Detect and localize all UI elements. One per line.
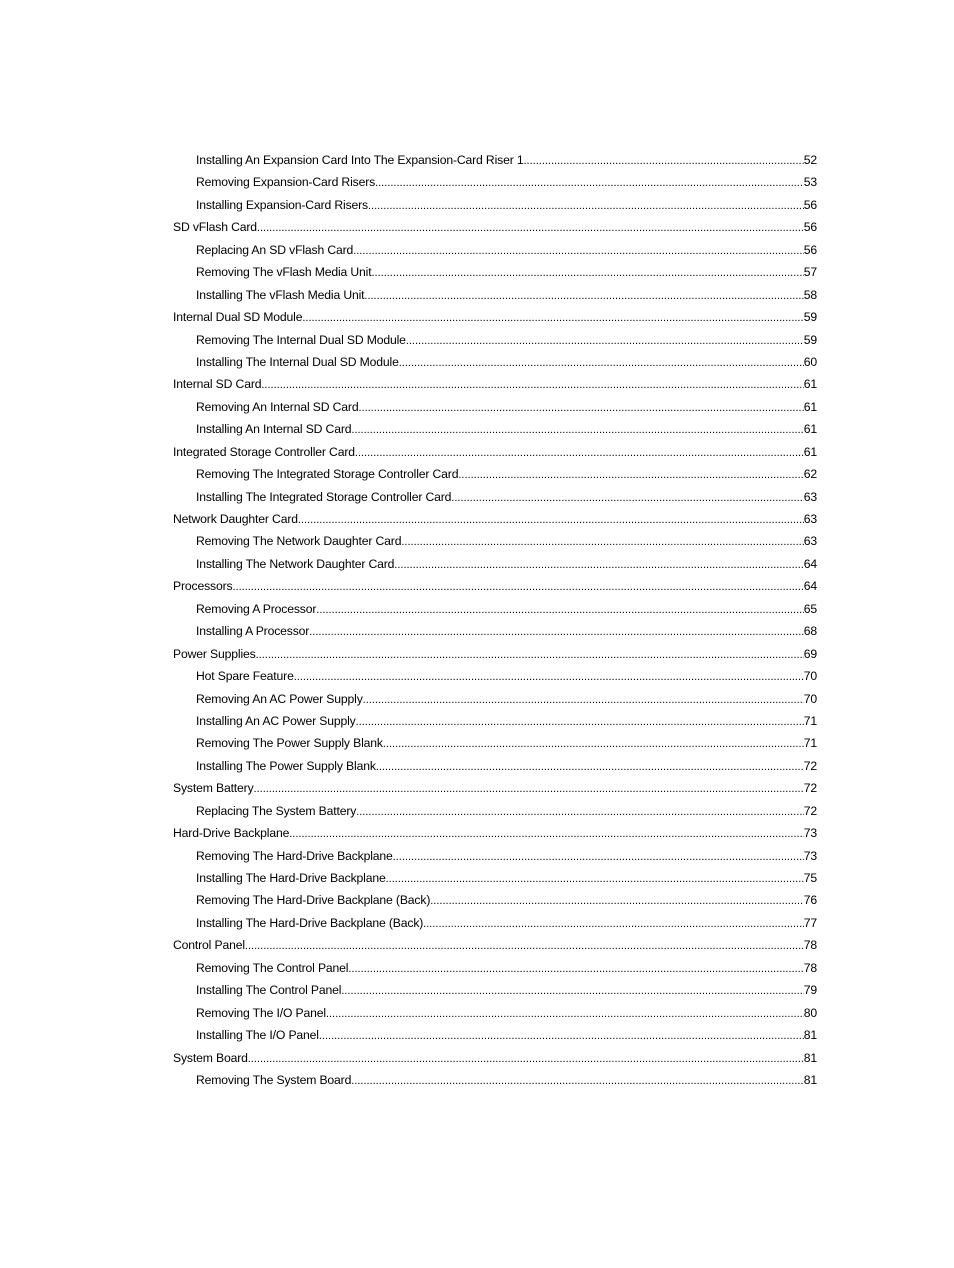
toc-entry-title: Removing The Internal Dual SD Module xyxy=(196,332,406,347)
toc-entry-page-number: 59 xyxy=(803,310,817,325)
dot-leader xyxy=(401,531,803,552)
toc-entry[interactable] xyxy=(173,373,817,395)
toc-entry-title: SD vFlash Card xyxy=(173,220,257,235)
dot-leader xyxy=(383,733,804,754)
toc-entry[interactable] xyxy=(173,508,817,530)
toc-entry-page-number: 62 xyxy=(803,467,817,482)
toc-entry[interactable] xyxy=(173,755,817,777)
toc-entry-page-number: 56 xyxy=(803,242,817,257)
toc-entry[interactable] xyxy=(173,1002,817,1024)
dot-leader xyxy=(376,756,804,777)
dot-leader xyxy=(232,576,803,597)
toc-entry[interactable] xyxy=(173,957,817,979)
toc-entry-title: Removing The System Board xyxy=(196,1072,352,1087)
dot-leader xyxy=(375,172,804,193)
toc-entry[interactable] xyxy=(173,845,817,867)
toc-entry-page-number: 73 xyxy=(803,848,817,863)
toc-entry-title: Removing The Hard-Drive Backplane (Back) xyxy=(196,893,431,908)
toc-entry[interactable] xyxy=(173,486,817,508)
dot-leader xyxy=(386,868,804,889)
toc-entry-title: Removing An AC Power Supply xyxy=(196,691,363,706)
dot-leader xyxy=(371,262,803,283)
toc-entry[interactable] xyxy=(173,1069,817,1091)
toc-entry[interactable] xyxy=(173,530,817,552)
toc-entry[interactable] xyxy=(173,688,817,710)
toc-entry-page-number: 80 xyxy=(803,1005,817,1020)
dot-leader xyxy=(302,307,803,328)
dot-leader xyxy=(348,958,803,979)
toc-entry-title: Installing The Hard-Drive Backplane xyxy=(196,871,386,885)
toc-entry-title: Installing An AC Power Supply xyxy=(196,713,356,728)
toc-entry[interactable] xyxy=(173,889,817,911)
toc-entry-title: Control Panel xyxy=(173,938,245,953)
toc-entry-title: Power Supplies xyxy=(173,646,256,661)
toc-entry-page-number: 72 xyxy=(803,803,817,818)
toc-entry[interactable] xyxy=(173,1047,817,1069)
toc-entry-page-number: 61 xyxy=(803,399,817,414)
dot-leader xyxy=(294,666,804,687)
toc-entry[interactable] xyxy=(173,777,817,799)
table-of-contents xyxy=(173,149,817,1091)
toc-entry-title: Installing An Expansion Card Into The Expansion-Card Riser 1 xyxy=(196,153,524,167)
dot-leader xyxy=(309,621,804,642)
toc-entry-page-number: 63 xyxy=(803,512,817,526)
toc-entry-title: Installing The Network Daughter Card xyxy=(196,556,395,571)
dot-leader xyxy=(248,1048,804,1069)
toc-entry-page-number: 72 xyxy=(803,781,817,796)
toc-entry-title: Network Daughter Card xyxy=(173,512,298,526)
toc-entry-title: Hard-Drive Backplane xyxy=(173,826,290,841)
dot-leader xyxy=(261,374,803,395)
toc-entry-page-number: 60 xyxy=(803,354,817,369)
toc-entry[interactable] xyxy=(173,979,817,1001)
toc-entry[interactable] xyxy=(173,306,817,328)
toc-entry-page-number: 73 xyxy=(803,826,817,841)
toc-entry-title: Removing The I/O Panel xyxy=(196,1005,326,1020)
dot-leader xyxy=(356,711,804,732)
toc-entry-page-number: 64 xyxy=(803,556,817,571)
dot-leader xyxy=(356,801,804,822)
toc-entry[interactable] xyxy=(173,732,817,754)
toc-entry[interactable] xyxy=(173,822,817,844)
dot-leader xyxy=(523,150,803,171)
toc-entry-page-number: 58 xyxy=(803,287,817,302)
toc-entry-page-number: 61 xyxy=(803,444,817,459)
toc-entry-page-number: 79 xyxy=(803,983,817,998)
dot-leader xyxy=(256,644,804,665)
toc-entry-title: Installing A Processor xyxy=(196,624,310,639)
toc-entry-page-number: 61 xyxy=(803,422,817,437)
dot-leader xyxy=(394,554,803,575)
toc-entry-page-number: 81 xyxy=(803,1028,817,1043)
toc-entry-page-number: 70 xyxy=(803,691,817,706)
toc-entry-page-number: 61 xyxy=(803,377,817,392)
toc-entry-page-number: 63 xyxy=(803,489,817,504)
toc-entry-title: Integrated Storage Controller Card xyxy=(173,444,355,459)
toc-entry-page-number: 59 xyxy=(803,332,817,347)
toc-entry-page-number: 71 xyxy=(803,713,817,728)
toc-entry-title: Installing The Integrated Storage Controller Card xyxy=(196,489,452,504)
dot-leader xyxy=(298,509,804,530)
dot-leader xyxy=(316,599,803,620)
dot-leader xyxy=(319,1025,804,1046)
toc-entry-title: System Battery xyxy=(173,781,254,796)
toc-entry[interactable] xyxy=(173,553,817,575)
dot-leader xyxy=(355,442,804,463)
dot-leader xyxy=(423,913,804,934)
toc-entry-page-number: 69 xyxy=(803,646,817,661)
toc-entry-page-number: 76 xyxy=(803,893,817,908)
toc-entry-page-number: 65 xyxy=(803,601,817,616)
dot-leader xyxy=(245,935,804,956)
toc-entry-page-number: 78 xyxy=(803,960,817,975)
toc-entry-title: Installing The vFlash Media Unit xyxy=(196,287,365,302)
toc-entry-title: Internal SD Card xyxy=(173,377,262,392)
toc-entry[interactable] xyxy=(173,463,817,485)
toc-entry[interactable] xyxy=(173,284,817,306)
dot-leader xyxy=(399,352,804,373)
toc-entry-page-number: 63 xyxy=(803,534,817,549)
toc-entry-page-number: 68 xyxy=(803,624,817,639)
dot-leader xyxy=(257,217,804,238)
toc-entry-title: Replacing An SD vFlash Card xyxy=(196,242,354,257)
toc-entry-title: Installing Expansion-Card Risers xyxy=(196,197,368,212)
dot-leader xyxy=(363,689,804,710)
dot-leader xyxy=(368,195,804,216)
toc-entry[interactable] xyxy=(173,1024,817,1046)
toc-entry-page-number: 56 xyxy=(803,220,817,235)
toc-entry[interactable] xyxy=(173,575,817,597)
toc-entry-title: Removing The Control Panel xyxy=(196,960,349,975)
toc-entry-title: Installing The Power Supply Blank xyxy=(196,758,376,773)
dot-leader xyxy=(406,330,804,351)
dot-leader xyxy=(351,419,803,440)
toc-entry-title: Removing The Power Supply Blank xyxy=(196,736,383,751)
dot-leader xyxy=(353,240,804,261)
toc-entry-title: Installing An Internal SD Card xyxy=(196,422,352,437)
toc-entry[interactable] xyxy=(173,418,817,440)
toc-entry-page-number: 52 xyxy=(803,153,817,167)
toc-entry[interactable] xyxy=(173,171,817,193)
toc-entry[interactable] xyxy=(173,800,817,822)
toc-entry-page-number: 56 xyxy=(803,197,817,212)
toc-entry-title: Installing The I/O Panel xyxy=(196,1028,319,1043)
toc-entry[interactable] xyxy=(173,194,817,216)
toc-entry[interactable] xyxy=(173,867,817,889)
toc-entry-title: Removing The Network Daughter Card xyxy=(196,534,402,549)
toc-entry[interactable] xyxy=(173,934,817,956)
dot-leader xyxy=(393,846,804,867)
toc-entry-page-number: 70 xyxy=(803,669,817,684)
toc-entry-title: Removing A Processor xyxy=(196,601,317,616)
toc-entry-page-number: 75 xyxy=(803,871,817,885)
toc-entry-page-number: 57 xyxy=(803,265,817,280)
dot-leader xyxy=(289,823,804,844)
dot-leader xyxy=(326,1003,804,1024)
toc-entry[interactable] xyxy=(173,710,817,732)
toc-entry[interactable] xyxy=(173,329,817,351)
toc-entry[interactable] xyxy=(173,912,817,934)
toc-entry[interactable] xyxy=(173,598,817,620)
toc-entry-title: Hot Spare Feature xyxy=(196,669,294,684)
toc-entry-title: Removing The Hard-Drive Backplane xyxy=(196,848,393,863)
dot-leader xyxy=(430,890,804,911)
toc-entry-title: Removing The vFlash Media Unit xyxy=(196,265,372,280)
toc-entry-page-number: 78 xyxy=(803,938,817,953)
toc-entry[interactable] xyxy=(173,665,817,687)
toc-entry-page-number: 81 xyxy=(803,1050,817,1065)
toc-entry[interactable] xyxy=(173,216,817,238)
toc-entry-title: Processors xyxy=(173,579,233,594)
dot-leader xyxy=(254,778,804,799)
toc-entry-page-number: 81 xyxy=(803,1072,817,1087)
toc-entry[interactable] xyxy=(173,261,817,283)
toc-entry-title: Installing The Internal Dual SD Module xyxy=(196,354,399,369)
toc-entry-page-number: 71 xyxy=(803,736,817,751)
toc-entry[interactable] xyxy=(173,643,817,665)
toc-entry-title: Removing An Internal SD Card xyxy=(196,399,359,414)
toc-entry-page-number: 77 xyxy=(803,915,817,930)
dot-leader xyxy=(458,464,803,485)
toc-entry-title: System Board xyxy=(173,1050,248,1065)
toc-entry-title: Removing Expansion-Card Risers xyxy=(196,175,376,190)
toc-entry-title: Installing The Hard-Drive Backplane (Back) xyxy=(196,915,424,930)
toc-entry-page-number: 72 xyxy=(803,758,817,773)
toc-entry[interactable] xyxy=(173,239,817,261)
dot-leader xyxy=(341,980,803,1001)
toc-entry-page-number: 64 xyxy=(803,579,817,594)
toc-entry-title: Internal Dual SD Module xyxy=(173,310,303,325)
toc-entry-title: Installing The Control Panel xyxy=(196,983,342,998)
toc-entry[interactable] xyxy=(173,351,817,373)
dot-leader xyxy=(351,1070,804,1091)
dot-leader xyxy=(451,487,803,508)
dot-leader xyxy=(364,285,803,306)
toc-entry[interactable] xyxy=(173,620,817,642)
dot-leader xyxy=(358,397,803,418)
toc-entry-page-number: 53 xyxy=(803,175,817,190)
toc-entry-title: Removing The Integrated Storage Controller Card xyxy=(196,467,459,482)
toc-entry[interactable] xyxy=(173,441,817,463)
toc-entry-title: Replacing The System Battery xyxy=(196,803,357,818)
toc-entry[interactable] xyxy=(173,396,817,418)
toc-entry[interactable] xyxy=(173,149,817,171)
